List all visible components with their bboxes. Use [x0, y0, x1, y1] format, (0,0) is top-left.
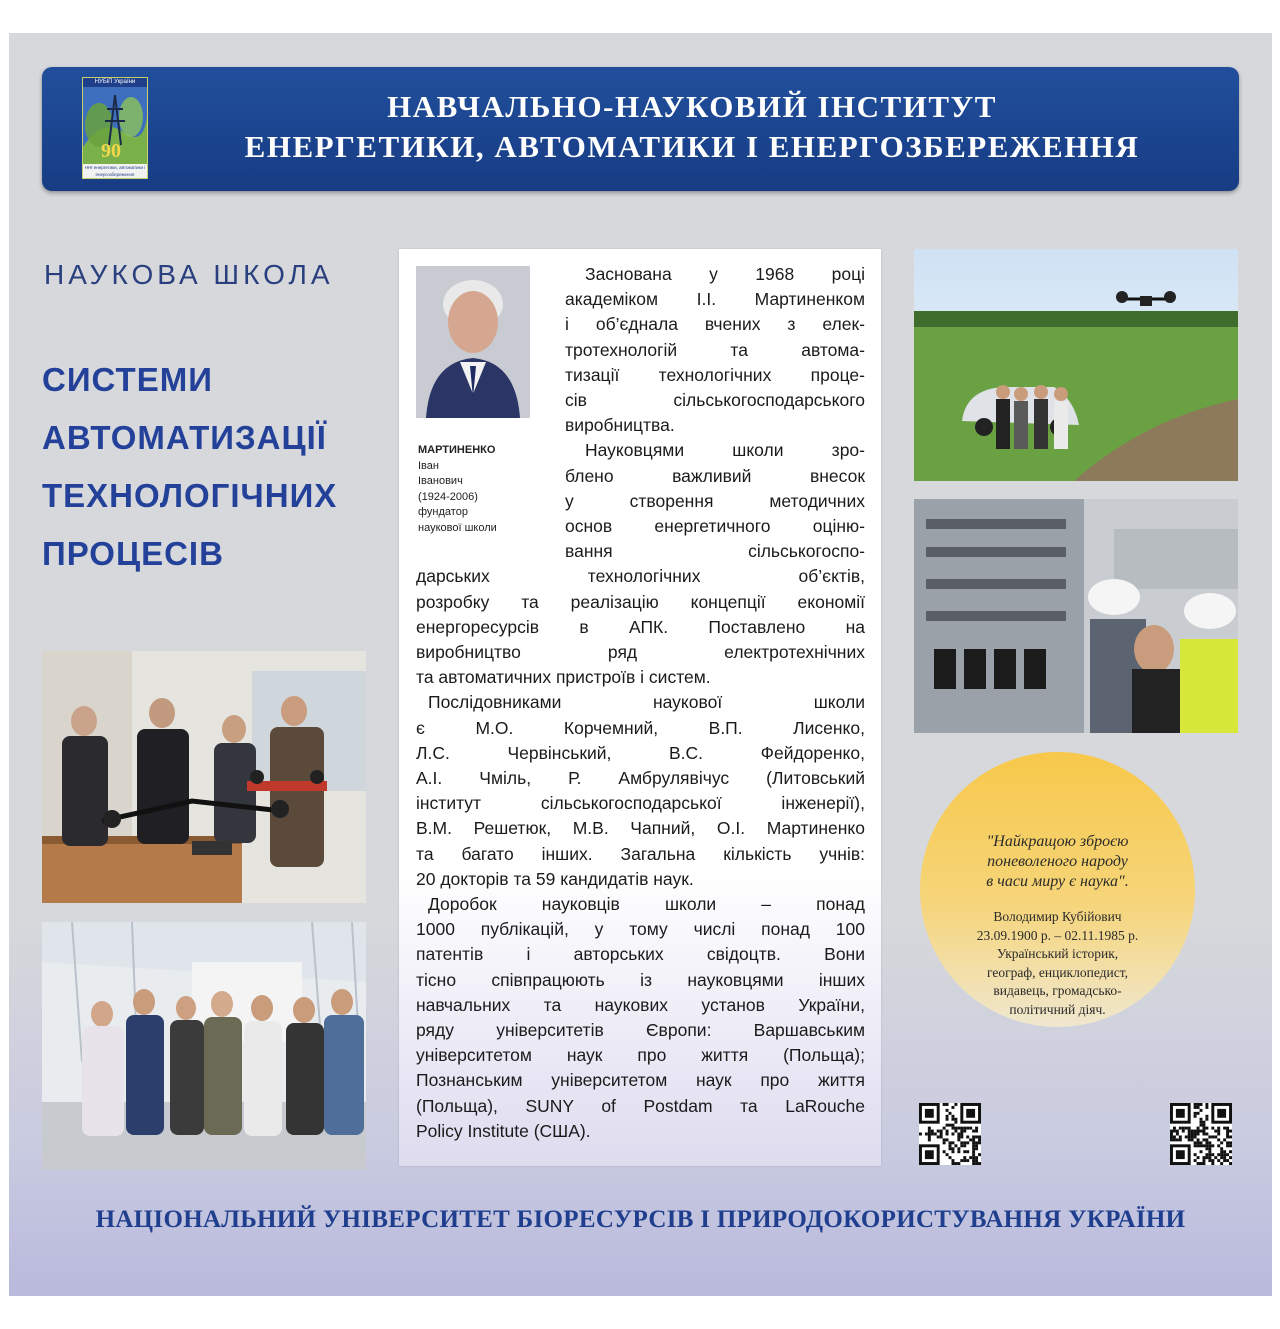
quote-circle: [920, 752, 1195, 1027]
school-title-line: ТЕХНОЛОГІЧНИХ: [42, 477, 338, 514]
logo-top-text: НУБіП України: [83, 78, 147, 87]
founder-years: (1924-2006): [418, 490, 478, 503]
description-line: та автоматичних пристроїв і систем.: [416, 667, 711, 688]
description-line: блено важливий внесок: [565, 465, 865, 486]
description-line: Науковцями школи зро-: [585, 440, 865, 461]
founder-name: МАРТИНЕНКО: [418, 444, 496, 456]
description-line: Послідовниками наукової школи: [428, 692, 865, 713]
quote-author: Володимир Кубійович: [993, 909, 1122, 924]
description-line: 1000 публікацій, у тому числі понад 100: [416, 919, 865, 940]
quote-line: поневоленого народу: [987, 853, 1128, 870]
description-line: виробництво ряд електротехнічних: [416, 642, 865, 662]
description-line: Заснована у 1968 році: [585, 264, 865, 284]
header-title: [162, 87, 1222, 167]
qr-code-icon: [1170, 1103, 1232, 1165]
poster: [9, 33, 1272, 1296]
description-line: Познанським університетом наук про життя: [416, 1070, 865, 1091]
founder-portrait: [416, 266, 530, 418]
description-line: Policy Institute (США).: [416, 1120, 591, 1141]
school-title-line: СИСТЕМИ: [42, 361, 213, 398]
founder-patronymic: Іванович: [418, 475, 463, 487]
school-title-line: АВТОМАТИЗАЦІЇ: [42, 419, 327, 456]
quote-line: в часи миру є наука".: [986, 873, 1129, 890]
description-line: тісно співпрацюють із науковцями інших: [416, 969, 865, 990]
description-line: і об’єднала вчених з елек-: [565, 314, 865, 335]
description-line: Л.С. Червінський, В.С. Фейдоренко,: [416, 742, 865, 763]
description-line: та багато інших. Загальна кількість учнів:: [416, 843, 865, 864]
quote-text: [920, 832, 1195, 892]
founder-first-name: Іван: [418, 459, 439, 472]
qr-code-right[interactable]: [1170, 1103, 1232, 1165]
logo-emblem-icon: [83, 87, 147, 165]
founder-caption: [418, 443, 528, 536]
footer-university-name: НАЦІОНАЛЬНИЙ УНІВЕРСИТЕТ БІОРЕСУРСІВ І ПРИРОДОКОРИСТУВАННЯ УКРАЇНИ: [95, 1206, 1186, 1233]
description-line: у створення методичних: [565, 490, 865, 511]
photo-group-in-lab: [42, 922, 366, 1170]
photo-electrical-cabinet: [914, 499, 1238, 733]
description-line: є М.О. Корчемний, В.П. Лисенко,: [416, 717, 865, 738]
description-line: А.І. Чміль, Р. Амбрулявічус (Литовський: [416, 768, 865, 788]
description-line: енергоресурсів в АПК. Поставлено на: [416, 616, 865, 637]
qr-code-icon: [919, 1103, 981, 1165]
description-line: академіком І.І. Мартиненком: [565, 289, 865, 310]
description-line: 20 докторів та 59 кандидатів наук.: [416, 868, 694, 889]
description-line: вання сільськогоспо-: [565, 541, 865, 562]
quote-desc-line: політичний діяч.: [1009, 1001, 1106, 1017]
header-title-line-1: НАВЧАЛЬНО-НАУКОВИЙ ІНСТИТУТ: [387, 89, 997, 124]
description-line: дарських технологічних об’єктів,: [416, 566, 865, 587]
svg-text:90: 90: [101, 140, 121, 162]
quote-line: "Найкращою зброєю: [986, 833, 1129, 850]
photo-drone-field: [914, 249, 1238, 481]
quote-author-info: [920, 908, 1195, 1019]
description-line: (Польща), SUNY of Postdam та LaRouche: [416, 1095, 865, 1116]
institute-logo: [82, 77, 148, 179]
logo-bottom-text: ННІ енергетики, автоматики і енергозбереження: [84, 165, 146, 177]
description-line: розробку та реалізацію концепції економії: [416, 591, 865, 612]
description-line: тизації технологічних проце-: [565, 364, 865, 385]
founder-role: наукової школи: [418, 521, 497, 534]
qr-code-left[interactable]: [919, 1103, 981, 1165]
quote-desc-line: Український історик,: [996, 946, 1119, 961]
school-title: [42, 351, 337, 583]
description-line: сів сільськогосподарського: [565, 390, 865, 410]
description-line: тротехнологій та автома-: [565, 339, 865, 360]
description-line: основ енергетичного оціню-: [565, 516, 865, 536]
school-title-line: ПРОЦЕСІВ: [42, 535, 224, 572]
description-box: [399, 249, 881, 1166]
founder-role: фундатор: [418, 506, 468, 518]
description-line: інститут сільськогосподарської інженерії),: [416, 793, 865, 814]
description-line: патентів і авторських свідоцтв. Вони: [416, 944, 865, 965]
photo-team-with-drones: [42, 651, 366, 903]
description-line: університетом наук про життя (Польща);: [416, 1045, 865, 1066]
description-line: Доробок науковців школи – понад: [428, 894, 865, 914]
quote-dates: 23.09.1900 р. – 02.11.1985 р.: [976, 927, 1139, 943]
quote-desc-line: видавець, громадсько-: [993, 983, 1122, 998]
quote-desc-line: географ, енциклопедист,: [987, 964, 1128, 980]
header-banner: [42, 67, 1239, 191]
description-line: навчальних та наукових установ України,: [416, 994, 865, 1015]
header-title-line-2: ЕНЕРГЕТИКИ, АВТОМАТИКИ І ЕНЕРГОЗБЕРЕЖЕННЯ: [244, 129, 1140, 164]
school-label: НАУКОВА ШКОЛА: [44, 259, 334, 290]
description-line: ряду університетів Європи: Варшавським: [416, 1020, 865, 1040]
description-line: В.М. Решетюк, М.В. Чапний, О.І. Мартиненко: [416, 818, 865, 839]
description-line: виробництва.: [565, 415, 675, 436]
